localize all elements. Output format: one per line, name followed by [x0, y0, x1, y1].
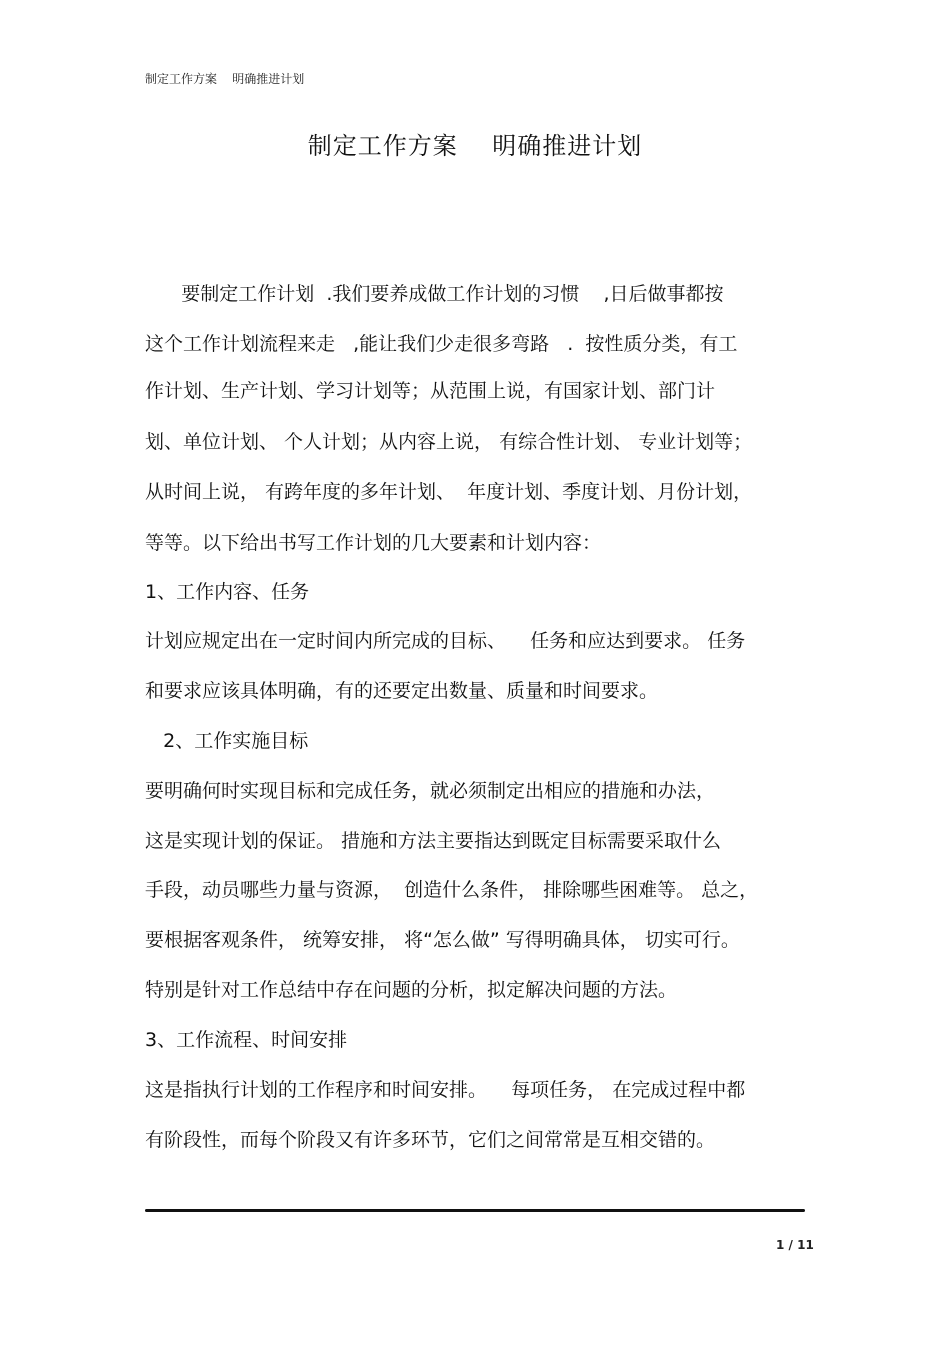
footer-divider — [145, 1209, 805, 1212]
body-line: 有阶段性，而每个阶段又有许多环节，它们之间常常是互相交错的。 — [145, 1129, 716, 1151]
body-line: 手段，动员哪些力量与资源， 创造什么条件， 排除哪些困难等。 总之， — [145, 879, 759, 901]
body-line: 计划应规定出在一定时间内所完成的目标、 任务和应达到要求。 任务 — [145, 630, 746, 652]
body-line: 这是实现计划的保证。 措施和方法主要指达到既定目标需要采取什么 — [145, 830, 722, 852]
page-number: 1 / 11 — [776, 1238, 814, 1252]
body-line: 要制定工作计划 .我们要养成做工作计划的习惯 ,日后做事都按 — [145, 283, 724, 305]
section-heading: 1、工作内容、任务 — [145, 581, 310, 603]
body-line: 这是指执行计划的工作程序和时间安排。 每项任务， 在完成过程中都 — [145, 1079, 746, 1101]
section-heading: 3、工作流程、时间安排 — [145, 1029, 348, 1051]
body-line: 要明确何时实现目标和完成任务，就必须制定出相应的措施和办法， — [145, 780, 716, 802]
body-line: 从时间上说， 有跨年度的多年计划、 年度计划、季度计划、月份计划， — [145, 481, 753, 503]
body-line: 要根据客观条件， 统筹安排， 将“怎么做” 写得明确具体， 切实可行。 — [145, 929, 740, 951]
body-line: 划、单位计划、 个人计划；从内容上说， 有综合性计划、 专业计划等； — [145, 431, 753, 453]
body-line: 作计划、生产计划、学习计划等；从范围上说，有国家计划、部门计 — [145, 380, 716, 402]
running-header: 制定工作方案 明确推进计划 — [145, 72, 305, 86]
body-line: 等等。以下给出书写工作计划的几大要素和计划内容： — [145, 532, 602, 554]
body-line: 和要求应该具体明确，有的还要定出数量、质量和时间要求。 — [145, 680, 659, 702]
body-line: 这个工作计划流程来走 ,能让我们少走很多弯路 . 按性质分类，有工 — [145, 333, 738, 355]
document-title: 制定工作方案 明确推进计划 — [307, 132, 643, 160]
body-line: 特别是针对工作总结中存在问题的分析，拟定解决问题的方法。 — [145, 979, 678, 1001]
section-heading: 2、工作实施目标 — [145, 730, 309, 752]
